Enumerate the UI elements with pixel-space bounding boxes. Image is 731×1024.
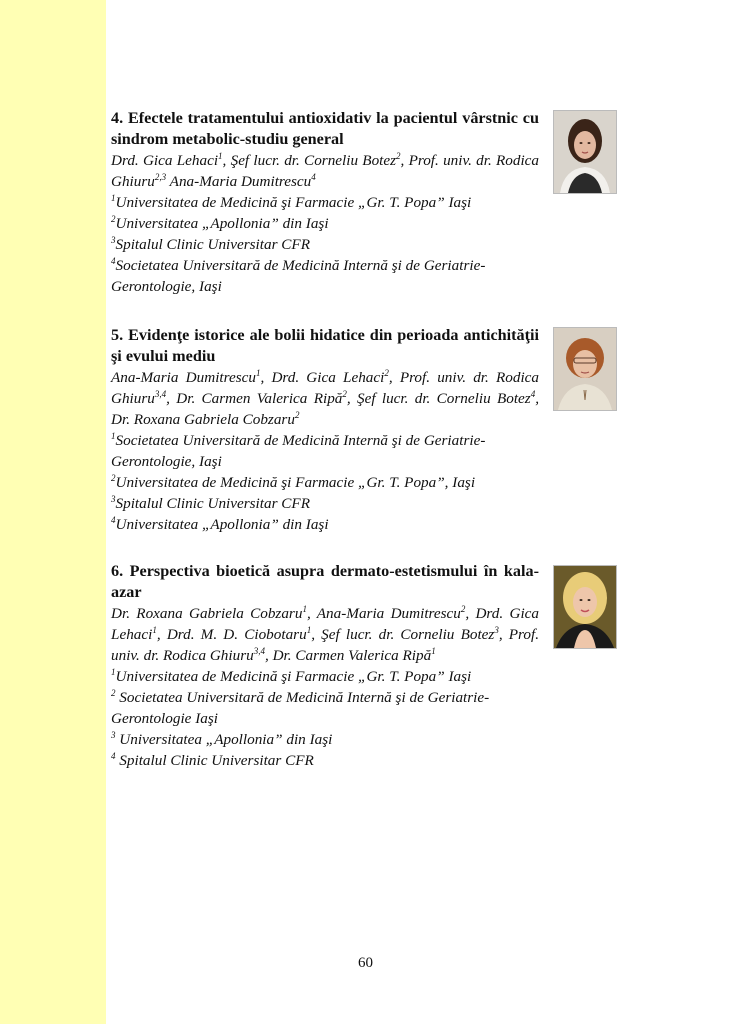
abstract-title: 5. Evidenţe istorice ale bolii hidatice din perioada antichităţii şi evului mediu: [111, 326, 539, 365]
author-separator: ,: [166, 390, 177, 407]
affiliation-text: Societatea Universitară de Medicină Internă şi de Geriatrie-Gerontologie Iaşi: [111, 689, 490, 727]
affiliation-mark: 4: [111, 515, 116, 525]
affiliation: [111, 687, 539, 729]
author-affiliation-mark: 2: [342, 389, 347, 399]
affiliation-text: Spitalul Clinic Universitar CFR: [115, 236, 310, 253]
author-name: Prof. univ. dr. Rodica Ghiuru: [111, 152, 539, 190]
author-separator: ,: [388, 369, 400, 386]
author-list: [111, 367, 539, 430]
affiliation-mark: 1: [111, 431, 116, 441]
affiliation: [111, 430, 539, 472]
affiliation: [111, 729, 539, 750]
author-name: Drd. Gica Lehaci: [111, 605, 539, 643]
page-number: 60: [358, 955, 373, 971]
author-affiliation-mark: 2: [396, 151, 401, 161]
author-affiliation-mark: 4: [311, 172, 316, 182]
author-name: Prof. univ. dr. Rodica Ghiuru: [111, 369, 540, 407]
affiliation-text: Universitatea de Medicină şi Farmacie „Gr. T. Popa” Iaşi: [115, 668, 472, 685]
author-separator: ,: [400, 152, 409, 169]
author-affiliation-mark: 2: [384, 368, 389, 378]
affiliation: [111, 192, 539, 213]
affiliation-text: Universitatea „Apollonia” din Iaşi: [115, 516, 329, 533]
affiliation-mark: 3: [111, 730, 116, 740]
affiliation-mark: 3: [111, 235, 116, 245]
author-affiliation-mark: 2: [294, 410, 300, 420]
affiliation-mark: 2: [111, 214, 116, 224]
author-separator: ,: [264, 647, 273, 664]
abstract-entry-4: [111, 108, 617, 297]
affiliation: [111, 750, 539, 771]
author-affiliation-mark: 1: [218, 151, 223, 161]
author-separator: ,: [311, 626, 322, 643]
author-name: Dr. Roxana Gabriela Cobzaru: [111, 605, 303, 622]
author-affiliation-mark: 3,4: [154, 389, 167, 399]
abstract-title: 6. Perspectiva bioetică asupra dermato-estetismului în kala-azar: [111, 562, 539, 601]
affiliation: [111, 234, 539, 255]
author-affiliation-mark: 1: [431, 646, 436, 656]
author-photo: [553, 110, 617, 194]
affiliation-text: Spitalul Clinic Universitar CFR: [115, 495, 310, 512]
author-name: Prof. univ. dr. Rodica Ghiuru: [111, 626, 540, 664]
abstract-entry-6: [111, 561, 617, 771]
author-separator: ,: [346, 390, 357, 407]
author-name: Şef lucr. dr. Corneliu Botez: [357, 390, 531, 407]
author-separator: ,: [306, 605, 317, 622]
author-name: Drd. Gica Lehaci: [111, 152, 219, 169]
affiliation-text: Universitatea de Medicină şi Farmacie „Gr. T. Popa”, Iaşi: [115, 474, 476, 491]
author-affiliation-mark: 4: [530, 389, 536, 399]
affiliation: [111, 213, 539, 234]
affiliation-mark: 1: [111, 667, 116, 677]
author-name: Drd. Gica Lehaci: [271, 369, 385, 386]
author-list: [111, 603, 539, 666]
author-affiliation-mark: 1: [306, 625, 312, 635]
affiliation: [111, 493, 539, 514]
affiliation-text: Spitalul Clinic Universitar CFR: [115, 752, 314, 769]
author-name: Ana-Maria Dumitrescu: [316, 605, 461, 622]
author-name: Ana-Maria Dumitrescu: [169, 173, 312, 190]
author-separator: ,: [260, 369, 272, 386]
author-name: Dr. Carmen Valerica Ripă: [176, 390, 343, 407]
author-name: Drd. M. D. Ciobotaru: [166, 626, 307, 643]
author-affiliation-mark: 1: [152, 625, 157, 635]
side-color-band: [0, 0, 106, 1024]
affiliation: [111, 472, 539, 493]
author-separator: ,: [465, 605, 476, 622]
author-separator: ,: [222, 152, 231, 169]
affiliation: [111, 255, 539, 297]
author-name: Ana-Maria Dumitrescu: [111, 369, 256, 386]
affiliation: [111, 514, 539, 535]
affiliation-mark: 2: [111, 473, 116, 483]
affiliation-list: [111, 430, 539, 535]
author-name: Şef lucr. dr. Corneliu Botez: [230, 152, 397, 169]
author-affiliation-mark: 3,4: [253, 646, 265, 656]
affiliation: [111, 666, 539, 687]
author-name: Şef lucr. dr. Corneliu Botez: [321, 626, 495, 643]
author-separator: ,: [156, 626, 167, 643]
affiliation-mark: 2: [111, 688, 116, 698]
abstract-entry-5: [111, 325, 617, 535]
affiliation-mark: 1: [111, 193, 116, 203]
author-separator: ,: [535, 390, 540, 407]
affiliation-text: Universitatea „Apollonia” din Iaşi: [115, 731, 333, 748]
author-name: Dr. Roxana Gabriela Cobzaru: [111, 411, 295, 428]
author-affiliation-mark: 1: [302, 604, 307, 614]
author-name: Dr. Carmen Valerica Ripă: [272, 647, 432, 664]
author-separator: ,: [498, 626, 509, 643]
author-affiliation-mark: 3: [494, 625, 499, 635]
affiliation-mark: 4: [111, 256, 116, 266]
affiliation-list: [111, 666, 539, 771]
affiliation-mark: 3: [111, 494, 116, 504]
affiliation-text: Universitatea de Medicină şi Farmacie „Gr. T. Popa” Iaşi: [115, 194, 472, 211]
author-affiliation-mark: 2,3: [154, 172, 167, 182]
author-list: [111, 150, 539, 192]
author-photo: [553, 327, 617, 411]
author-photo: [553, 565, 617, 649]
affiliation-text: Universitatea „Apollonia” din Iaşi: [115, 215, 329, 232]
affiliation-text: Societatea Universitară de Medicină Internă şi de Geriatrie-Gerontologie, Iaşi: [111, 432, 486, 470]
author-affiliation-mark: 2: [460, 604, 466, 614]
abstract-title: 4. Efectele tratamentului antioxidativ la pacientul vârstnic cu sindrom metabolic-studiu general: [111, 109, 539, 148]
author-affiliation-mark: 1: [255, 368, 261, 378]
affiliation-text: Societatea Universitară de Medicină Internă şi de Geriatrie-Gerontologie, Iaşi: [111, 257, 486, 295]
affiliation-list: [111, 192, 539, 297]
affiliation-mark: 4: [111, 751, 116, 761]
